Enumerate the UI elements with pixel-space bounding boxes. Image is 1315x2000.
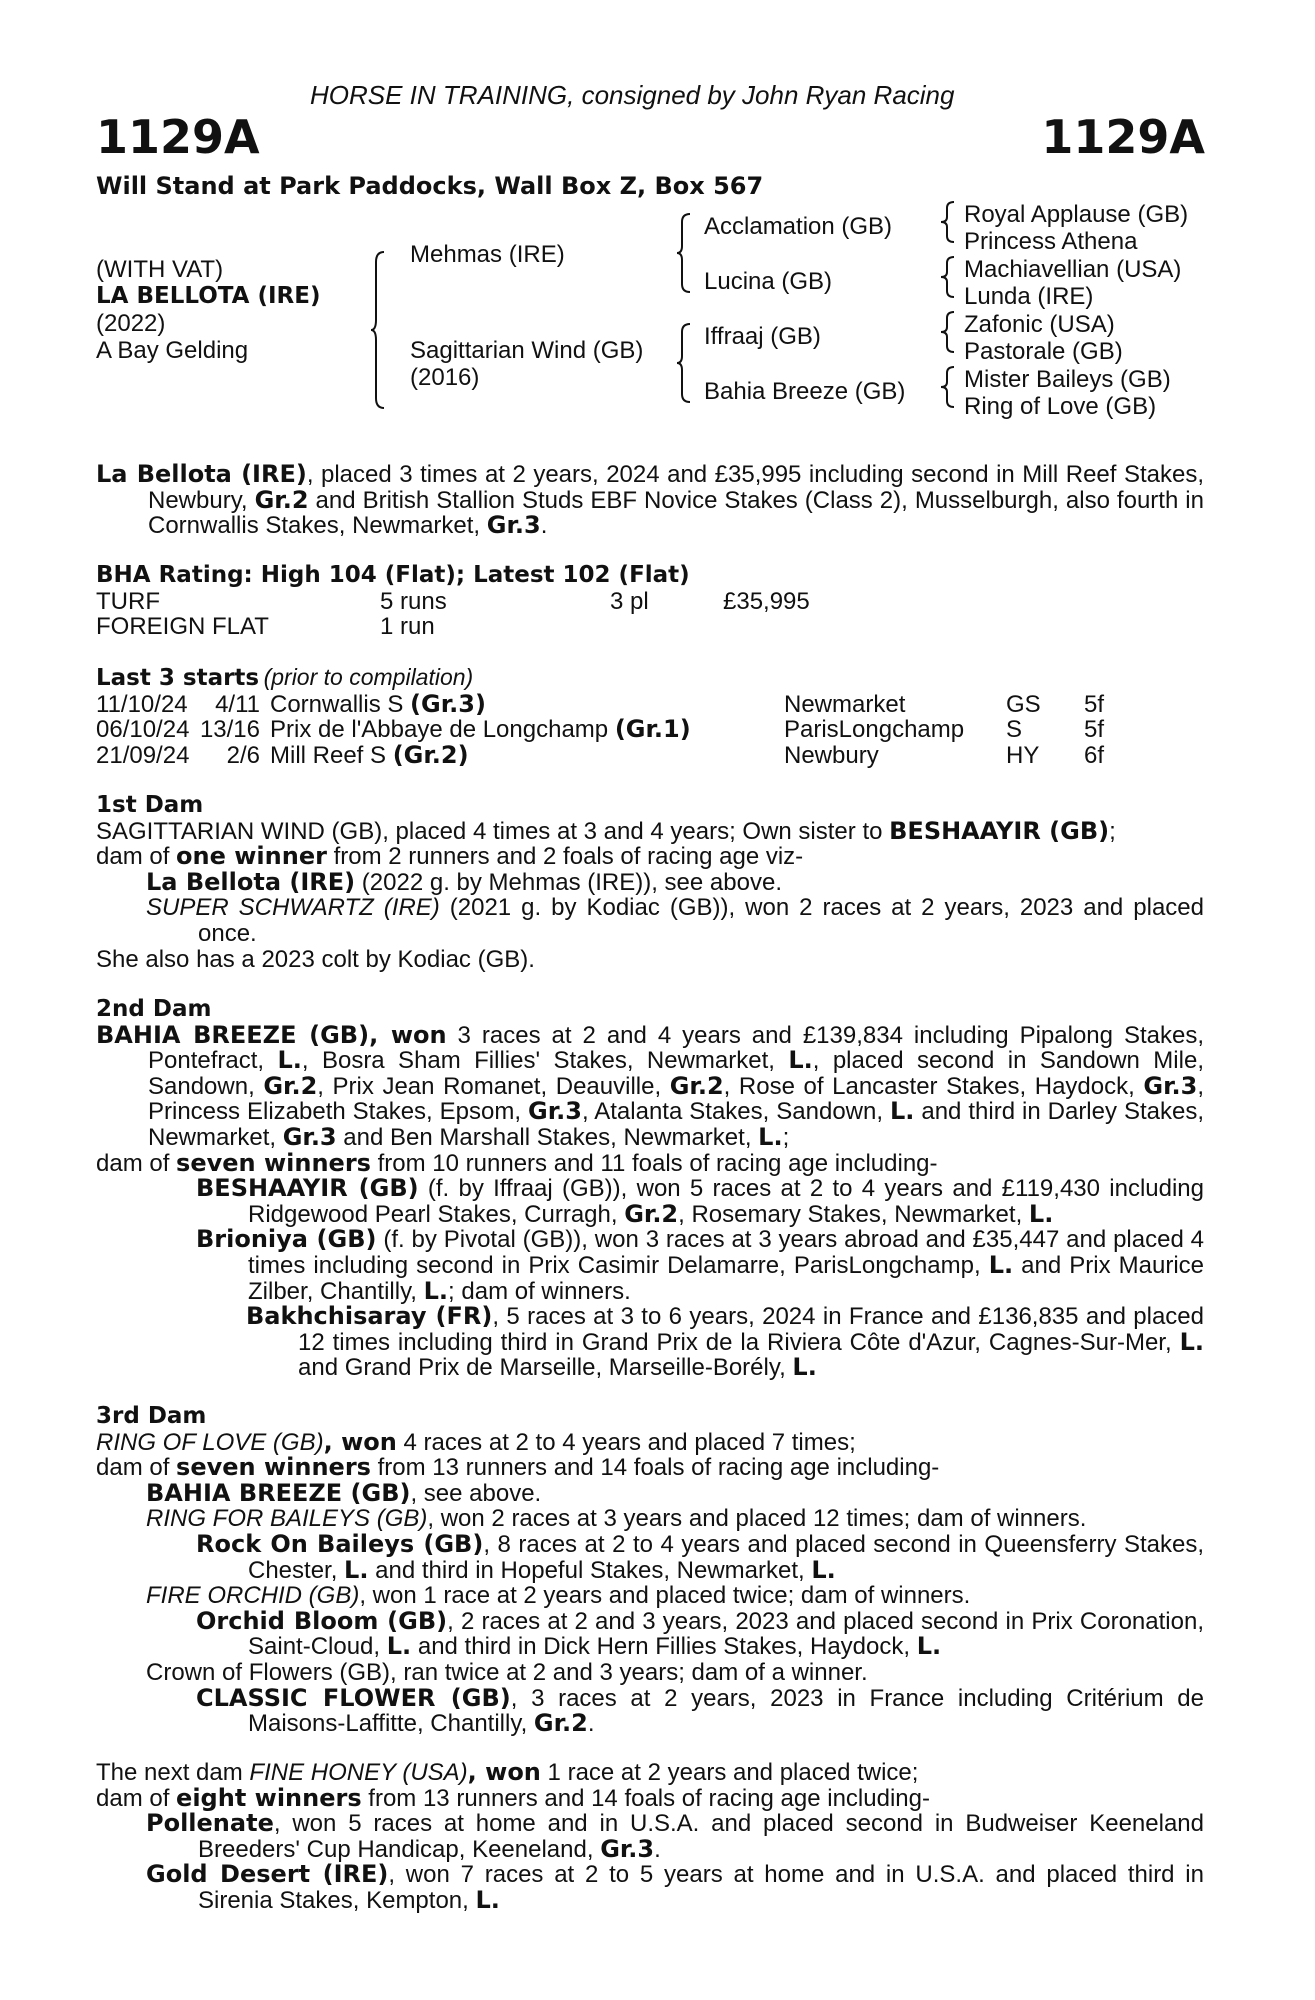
summary-horse-name: La Bellota (IRE): [96, 460, 307, 488]
next-dam-section: The next dam FINE HONEY (USA), won 1 race at 2 years and placed twice; dam of eight winners from 13 runners and 14 foals of racing age including- Pollenate, won 5 races at home and in U.S.A. and placed second in Budweiser Keeneland Breeders' Cup Handicap, Keeneland, Gr.3. Gold Desert (IRE), won 7 races at 2 to 5 years at home and in U.S.A. and placed third in Sirenia Stakes, Kempton, L.: [96, 1758, 1204, 1914]
list-item: Orchid Bloom (GB), 2 races at 2 and 3 years, 2023 and placed second in Prix Coronation, Saint-Cloud, L. and third in Dick Hern Fillies Stakes, Haydock, L.: [196, 1606, 1204, 1661]
list-item: CLASSIC FLOWER (GB), 3 races at 2 years, 2023 in France including Critérium de Maisons-Laffitte, Chantilly, Gr.2.: [196, 1683, 1204, 1738]
second-dam-title: 2nd Dam: [96, 996, 212, 1022]
list-item: Brioniya (GB) (f. by Pivotal (GB)), won 3 races at 3 years abroad and £35,447 and placed 4 times including second in Prix Casimir Delamarre, ParisLongchamp, L. and Prix Maurice Zilber, Chantilly, L.; dam of winners.: [196, 1225, 1205, 1305]
pedigree-gen3-3: Machiavellian (USA): [964, 256, 1182, 283]
pedigree-gen3-4: Lunda (IRE): [964, 283, 1094, 310]
list-item: Rock On Baileys (GB), 8 races at 2 to 4 years and placed second in Queensferry Stakes, Chester, L. and third in Hopeful Stakes, Newmarket, L.: [196, 1529, 1205, 1584]
pedigree-sire-dam: Lucina (GB): [704, 268, 833, 295]
pedigree-gen3-5: Zafonic (USA): [964, 311, 1115, 338]
third-dam-section: 3rd Dam RING OF LOVE (GB), won 4 races at 2 to 4 years and placed 7 times; dam of seven winners from 13 runners and 14 foals of racing age including- BAHIA BREEZE (GB), see above. RING FOR BAILEYS (GB), won 2 races at 3 years and placed 12 times; dam of winners. Rock On Baileys (GB), 8 races at 2 to 4 years and placed second in Queensferry Stakes, Chester, L. and third in Hopeful Stakes, Newmarket, L. FIRE ORCHID (GB), won 1 race at 2 years and placed twice; dam of winners. Orchid Bloom (GB), 2 races at 2 and 3 years, 2023 and placed second in Prix Coronation, Saint-Cloud, L. and third in Dick Hern Fillies Stakes, Haydock, L. Crown of Flowers (GB), ran twice at 2 and 3 years; dam of a winner. CLASSIC FLOWER (GB), 3 races at 2 years, 2023 in France including Critérium de Maisons-Laffitte, Chantilly, Gr.2.: [96, 1403, 1205, 1738]
first-dam-section: 1st Dam SAGITTARIAN WIND (GB), placed 4 times at 3 and 4 years; Own sister to BESHAAYIR (GB); dam of one winner from 2 runners and 2 foals of racing age viz- La Bellota (IRE) (2022 g. by Mehmas (IRE)), see above. SUPER SCHWARTZ (IRE) (2021 g. by Kodiac (GB)), won 2 races at 2 years, 2023 and placed once. She also has a 2023 colt by Kodiac (GB).: [96, 792, 1204, 973]
list-item: SUPER SCHWARTZ (IRE) (2021 g. by Kodiac (GB)), won 2 races at 2 years, 2023 and placed once.: [146, 894, 1204, 947]
pedigree-sire-sire: Acclamation (GB): [704, 213, 893, 240]
table-row: 11/10/24 4/11 Cornwallis S (Gr.3) Newmarket GS 5f: [96, 689, 1105, 718]
horse-name: LA BELLOTA (IRE): [96, 283, 321, 309]
list-item: BESHAAYIR (GB) (f. by Iffraaj (GB)), won 5 races at 2 to 4 years and £119,430 including Ridgewood Pearl Stakes, Curragh, Gr.2, Rosemary Stakes, Newmarket, L.: [196, 1174, 1205, 1228]
sire-line-bracket: [676, 212, 690, 294]
pedigree-dam-dam: Bahia Breeze (GB): [704, 378, 906, 405]
list-item: Crown of Flowers (GB), ran twice at 2 and 3 years; dam of a winner.: [146, 1658, 868, 1686]
list-item: Bakhchisaray (FR), 5 races at 3 to 6 years, 2024 in France and £136,835 and placed 12 times including third in Grand Prix de la Riviera Côte d'Azur, Cagnes-Sur-Mer, L. and Grand Prix de Marseille, Marseille-Borély, L.: [246, 1302, 1205, 1382]
pedigree-gen3-7: Mister Baileys (GB): [964, 366, 1171, 393]
last-starts-note: (prior to compilation): [263, 664, 474, 690]
gen3-bracket-3: [940, 310, 954, 354]
rating-title: BHA Rating: High 104 (Flat); Latest 102 (Flat): [96, 562, 690, 588]
table-row: 06/10/24 13/16 Prix de l'Abbaye de Longchamp (Gr.1) ParisLongchamp S 5f: [96, 715, 1105, 744]
pedigree-dam: Sagittarian Wind (GB): [410, 337, 644, 364]
gen3-bracket-2: [940, 255, 954, 299]
lot-number-right: 1129A: [1041, 110, 1205, 164]
first-dam-title: 1st Dam: [96, 792, 204, 818]
table-row: TURF 5 runs 3 pl £35,995: [96, 587, 810, 615]
table-row: FOREIGN FLAT 1 run: [96, 613, 435, 641]
list-item: BAHIA BREEZE (GB), see above.: [146, 1478, 542, 1507]
lot-number-left: 1129A: [96, 110, 260, 164]
list-item: RING FOR BAILEYS (GB), won 2 races at 3 years and placed 12 times; dam of winners.: [146, 1505, 1087, 1533]
list-item: La Bellota (IRE) (2022 g. by Mehmas (IRE)), see above.: [146, 867, 782, 896]
pedigree-gen3-2: Princess Athena: [964, 228, 1138, 255]
list-item: Gold Desert (IRE), won 7 races at 2 to 5 years at home and in U.S.A. and placed third in Sirenia Stakes, Kempton, L.: [146, 1860, 1204, 1914]
last-starts-title: Last 3 starts: [96, 665, 260, 691]
pedigree-dam-sire: Iffraaj (GB): [704, 323, 821, 350]
horse-description: A Bay Gelding: [96, 337, 249, 364]
race-summary: [96, 462, 1204, 539]
pedigree-bracket: [370, 250, 384, 410]
pedigree-dam-year: (2016): [410, 364, 480, 391]
second-dam-section: 2nd Dam BAHIA BREEZE (GB), won 3 races at 2 and 4 years and £139,834 including Pipalong Stakes, Pontefract, L., Bosra Sham Fillies' Stakes, Newmarket, L., placed second in Sandown Mile, Sandown, Gr.2, Prix Jean Romanet, Deauville, Gr.2, Rose of Lancaster Stakes, Haydock, Gr.3, Princess Elizabeth Stakes, Epsom, Gr.3, Atalanta Stakes, Sandown, L. and third in Darley Stakes, Newmarket, Gr.3 and Ben Marshall Stakes, Newmarket, L.; dam of seven winners from 10 runners and 11 foals of racing age including- BESHAAYIR (GB) (f. by Iffraaj (GB)), won 5 races at 2 to 4 years and £119,430 including Ridgewood Pearl Stakes, Curragh, Gr.2, Rosemary Stakes, Newmarket, L. Brioniya (GB) (f. by Pivotal (GB)), won 3 races at 3 years abroad and £35,447 and placed 4 times including second in Prix Casimir Delamarre, ParisLongchamp, L. and Prix Maurice Zilber, Chantilly, L.; dam of winners. Bakhchisaray (FR), 5 races at 3 to 6 years, 2024 in France and £136,835 and placed 12 times including third in Grand Prix de la Riviera Côte d'Azur, Cagnes-Sur-Mer, L. and Grand Prix de Marseille, Marseille-Borély, L.: [96, 996, 1205, 1382]
pedigree-gen3-1: Royal Applause (GB): [964, 201, 1189, 228]
rating-table: [96, 589, 810, 640]
grade-label: Gr.3: [486, 511, 541, 540]
pedigree-gen3-6: Pastorale (GB): [964, 338, 1123, 365]
consignment-subtitle: HORSE IN TRAINING, consigned by John Ryan Racing: [310, 80, 955, 110]
grade-label: Gr.2: [254, 485, 309, 514]
summary-paragraph: La Bellota (IRE), placed 3 times at 2 years, 2024 and £35,995 including second in Mill Reef Stakes, Newbury, Gr.2 and British Stallion Studs EBF Novice Stakes (Class 2), Musselburgh, also fourth in Cornwallis Stakes, Newmarket, Gr.3.: [96, 460, 1204, 540]
dam-line-bracket: [676, 322, 690, 404]
pedigree-sire: Mehmas (IRE): [410, 241, 565, 268]
stand-location: Will Stand at Park Paddocks, Wall Box Z, Box 567: [96, 172, 764, 200]
last-starts-table: [96, 689, 1105, 769]
table-row: 21/09/24 2/6 Mill Reef S (Gr.2) Newbury HY 6f: [96, 740, 1105, 769]
horse-vat: (WITH VAT): [96, 256, 224, 283]
pedigree-gen3-8: Ring of Love (GB): [964, 393, 1157, 420]
list-item: FIRE ORCHID (GB), won 1 race at 2 years and placed twice; dam of winners.: [146, 1582, 971, 1610]
rating-section: [96, 563, 1204, 640]
list-item: Pollenate, won 5 races at home and in U.S.A. and placed second in Budweiser Keeneland Breeders' Cup Handicap, Keeneland, Gr.3.: [146, 1809, 1204, 1863]
gen3-bracket-4: [940, 365, 954, 409]
horse-year: (2022): [96, 310, 166, 337]
third-dam-title: 3rd Dam: [96, 1403, 207, 1429]
last-starts-section: [96, 664, 1204, 768]
gen3-bracket-1: [940, 200, 954, 244]
